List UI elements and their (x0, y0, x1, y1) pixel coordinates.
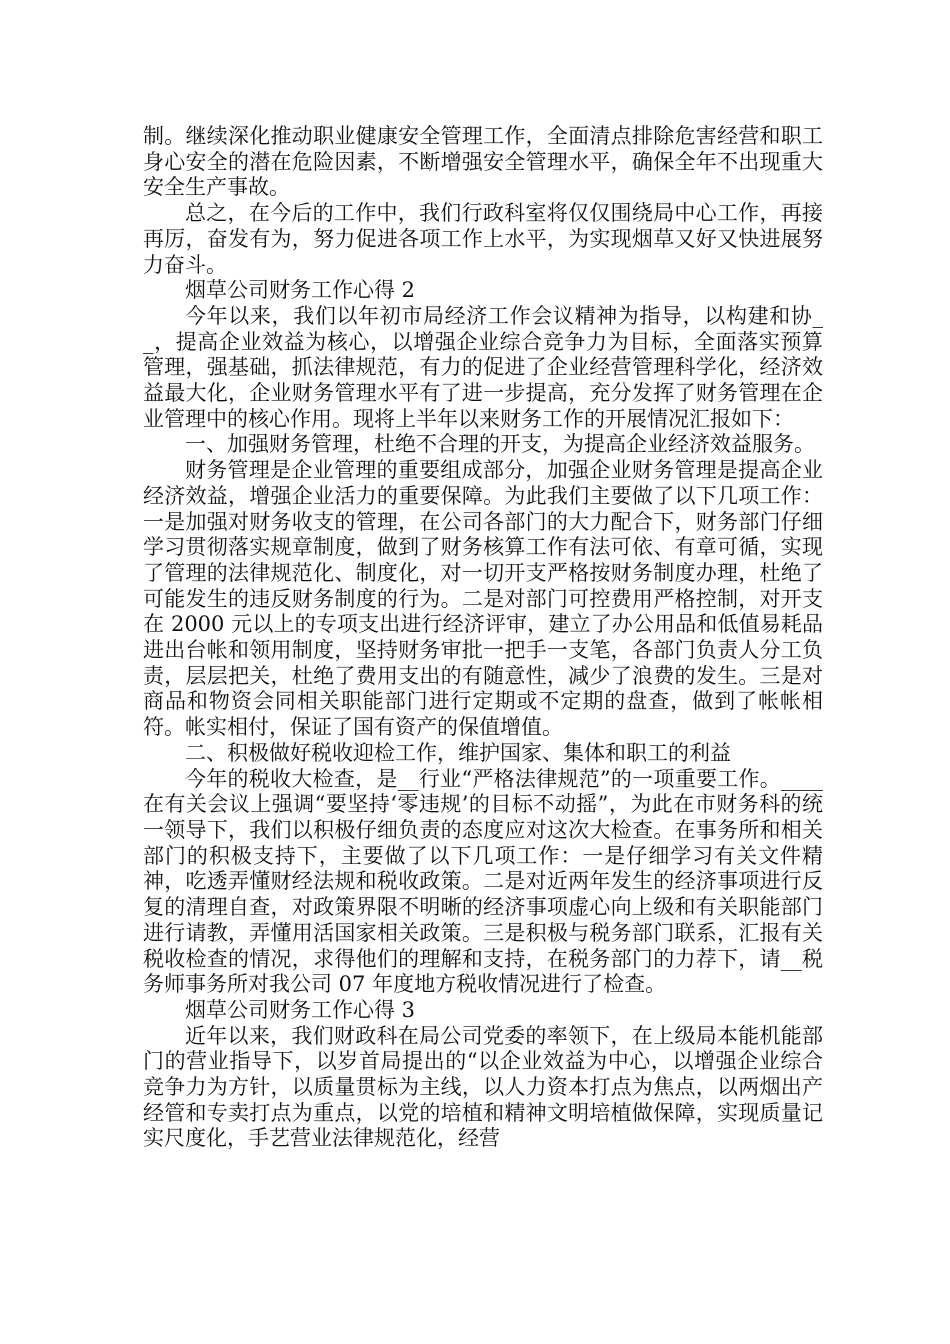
paragraph-intro-2: 今年以来，我们以年初市局经济工作会议精神为指导，以构建和协__，提高企业效益为核心，以增强企业综合竞争力为目标，全面落实预算管理，强基础，抓法律规范，有力的促进了企业经营管理科学化，经济效益最大化，企业财务管理水平有了进一步提高，充分发挥了财务管理在企业管理中的核心作用。现将上半年以来财务工作的开展情况汇报如下： (143, 303, 823, 431)
document-page (143, 124, 823, 1152)
section-title-2: 烟草公司财务工作心得 2 (185, 278, 416, 303)
paragraph-finance-management: 财务管理是企业管理的重要组成部分，加强企业财务管理是提高企业经济效益，增强企业活力的重要保障。为此我们主要做了以下几项工作：一是加强对财务收支的管理，在公司各部门的大力配合下，财务部门仔细学习贯彻落实规章制度，做到了财务核算工作有法可依、有章可循，实现了管理的法律规范化、制度化，对一切开支严格按财务制度办理，杜绝了可能发生的违反财务制度的行为。二是对部门可控费用严格控制，对开支在 2000 元以上的专项支出进行经济评审，建立了办公用品和低值易耗品进出台帐和领用制度，坚持财务审批一把手一支笔，各部门负责人分工负责，层层把关，杜绝了费用支出的有随意性，减少了浪费的发生。三是对商品和物资会同相关职能部门进行定期或不定期的盘查，做到了帐帐相符。帐实相付，保证了国有资产的保值增值。 (143, 458, 823, 740)
paragraph-tax-inspection: 今年的税收大检查，是__行业“严格法律规范”的一项重要工作。____在有关会议上强调“要坚持‘零违规’的目标不动摇”，为此在市财务科的统一领导下，我们以积极仔细负责的态度应对这次大检查。在事务所和相关部门的积极支持下，主要做了以下几项工作：一是仔细学习有关文件精神，吃透弄懂财经法规和税收政策。二是对近两年发生的经济事项进行反复的清理自查，对政策界限不明晰的经济事项虚心向上级和有关职能部门进行请教，弄懂用活国家相关政策。三是积极与税务部门联系，汇报有关税收检查的情况，求得他们的理解和支持，在税务部门的力荐下，请__税务师事务所对我公司 07 年度地方税收情况进行了检查。 (143, 766, 823, 997)
section-title-3: 烟草公司财务工作心得 3 (185, 997, 416, 1022)
paragraph-conclusion: 总之，在今后的工作中，我们行政科室将仅仅围绕局中心工作，再接再厉，奋发有为，努力促进各项工作上水平，为实现烟草又好又快进展努力奋斗。 (143, 201, 823, 277)
subheading-finance-management: 一、加强财务管理，杜绝不合理的开支，为提高企业经济效益服务。 (185, 432, 815, 457)
paragraph-intro-3: 近年以来，我们财政科在局公司党委的率领下，在上级局本能机能部门的营业指导下，以岁首局提出的“以企业效益为中心，以增强企业综合竞争力为方针，以质量贯标为主线，以人力资本打点为焦点，以两烟出产经管和专卖打点为重点，以党的培植和精神文明培植做保障，实现质量记实尺度化，手艺营业法律规范化，经营 (143, 1023, 823, 1151)
paragraph-continuation: 制。继续深化推动职业健康安全管理工作，全面清点排除危害经营和职工身心安全的潜在危险因素，不断增强安全管理水平，确保全年不出现重大安全生产事故。 (143, 124, 823, 200)
subheading-tax-inspection: 二、积极做好税收迎检工作，维护国家、集体和职工的利益 (185, 740, 731, 765)
